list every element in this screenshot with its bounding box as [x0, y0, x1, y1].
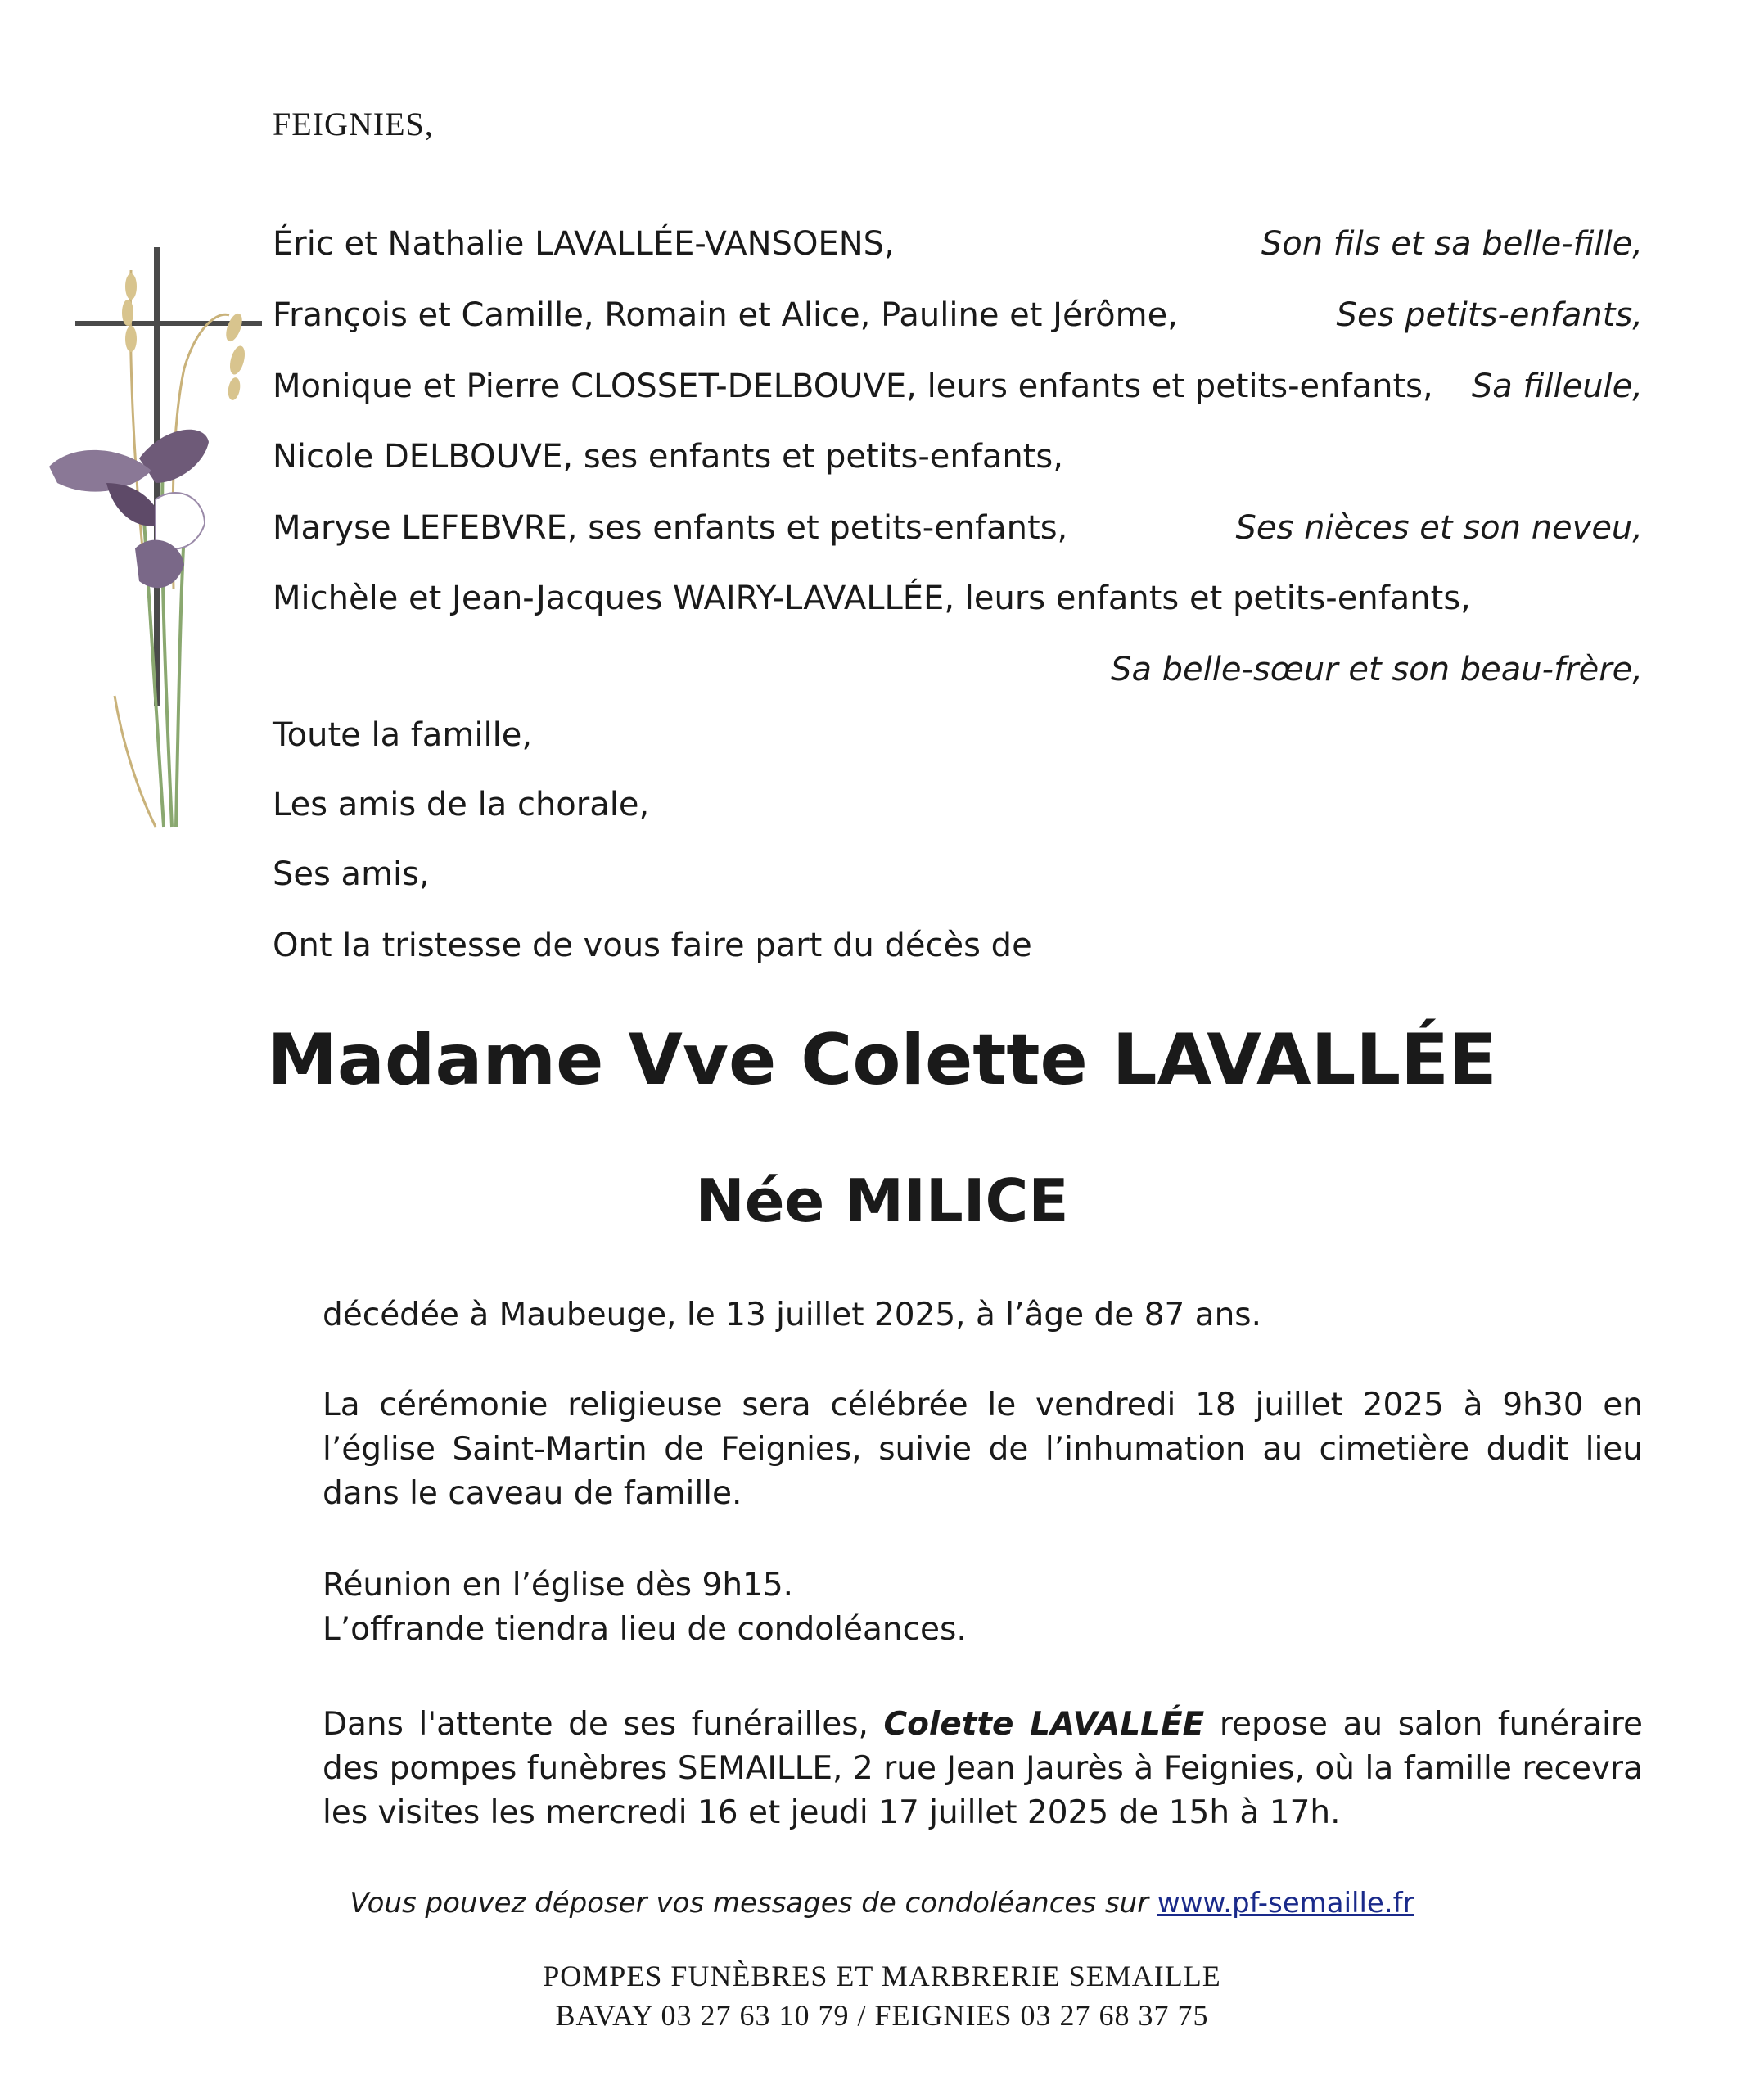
- condolences-link[interactable]: www.pf-semaille.fr: [1157, 1887, 1414, 1920]
- condolences-text: Vous pouvez déposer vos messages de condoléances sur: [350, 1887, 1149, 1920]
- condolences-note: [0, 1887, 1764, 1920]
- visit-paragraph: [323, 1703, 1643, 1835]
- family-relation: Sa filleule,: [1471, 368, 1643, 405]
- family-name: Maryse LEFEBVRE, ses enfants et petits-enfants,: [273, 509, 1068, 547]
- others-line: Toute la famille,: [273, 716, 533, 754]
- maiden-name: Née MILICE: [695, 1166, 1069, 1235]
- others-line: Ses amis,: [273, 855, 430, 893]
- family-name: Michèle et Jean-Jacques WAIRY-LAVALLÉE, leurs enfants et petits-enfants,: [273, 580, 1471, 617]
- family-name: Monique et Pierre CLOSSET-DELBOUVE, leurs enfants et petits-enfants,: [273, 368, 1433, 405]
- family-relation: Son fils et sa belle-fille,: [1261, 225, 1643, 263]
- family-relation: Ses petits-enfants,: [1336, 296, 1643, 334]
- family-name: François et Camille, Romain et Alice, Pauline et Jérôme,: [273, 296, 1178, 334]
- location-heading: FEIGNIES,: [273, 106, 434, 142]
- deceased-name: Madame Vve Colette LAVALLÉE: [267, 1019, 1497, 1101]
- visit-text-before: Dans l'attente de ses funérailles,: [323, 1706, 868, 1743]
- ceremony-paragraph: La cérémonie religieuse sera célébrée le vendredi 18 juillet 2025 à 9h30 en l’église Saint-Martin de Feignies, suivie de l’inhumation au cimetière dudit lieu dans le caveau de famille.: [323, 1387, 1643, 1512]
- calla-lily-icon: [49, 430, 209, 588]
- family-name: Éric et Nathalie LAVALLÉE-VANSOENS,: [273, 225, 895, 263]
- family-relation: Ses nièces et son neveu,: [1235, 509, 1643, 547]
- company-name: POMPES FUNÈBRES ET MARBRERIE SEMAILLE: [543, 1960, 1221, 1992]
- offering-line: L’offrande tiendra lieu de condoléances.: [323, 1611, 967, 1648]
- visit-name: Colette LAVALLÉE: [883, 1706, 1205, 1743]
- family-name: Nicole DELBOUVE, ses enfants et petits-enfants,: [273, 438, 1063, 476]
- family-relation: Sa belle-sœur et son beau-frère,: [1111, 651, 1643, 688]
- company-phones: BAVAY 03 27 63 10 79 / FEIGNIES 03 27 68 37 75: [555, 1999, 1209, 2032]
- meeting-line: Réunion en l’église dès 9h15.: [323, 1567, 794, 1604]
- intro-line: Ont la tristesse de vous faire part du décès de: [273, 927, 1032, 964]
- death-line: décédée à Maubeuge, le 13 juillet 2025, à l’âge de 87 ans.: [323, 1297, 1262, 1333]
- cross-lily-illustration: [41, 237, 262, 860]
- others-line: Les amis de la chorale,: [273, 786, 650, 823]
- visit-text-after: repose au salon funéraire des pompes funèbres SEMAILLE, 2 rue Jean Jaurès à Feignies, où la famille recevra les visites les mercredi 16 et jeudi 17 juillet 2025 de 15h à 17h.: [323, 1706, 1644, 1831]
